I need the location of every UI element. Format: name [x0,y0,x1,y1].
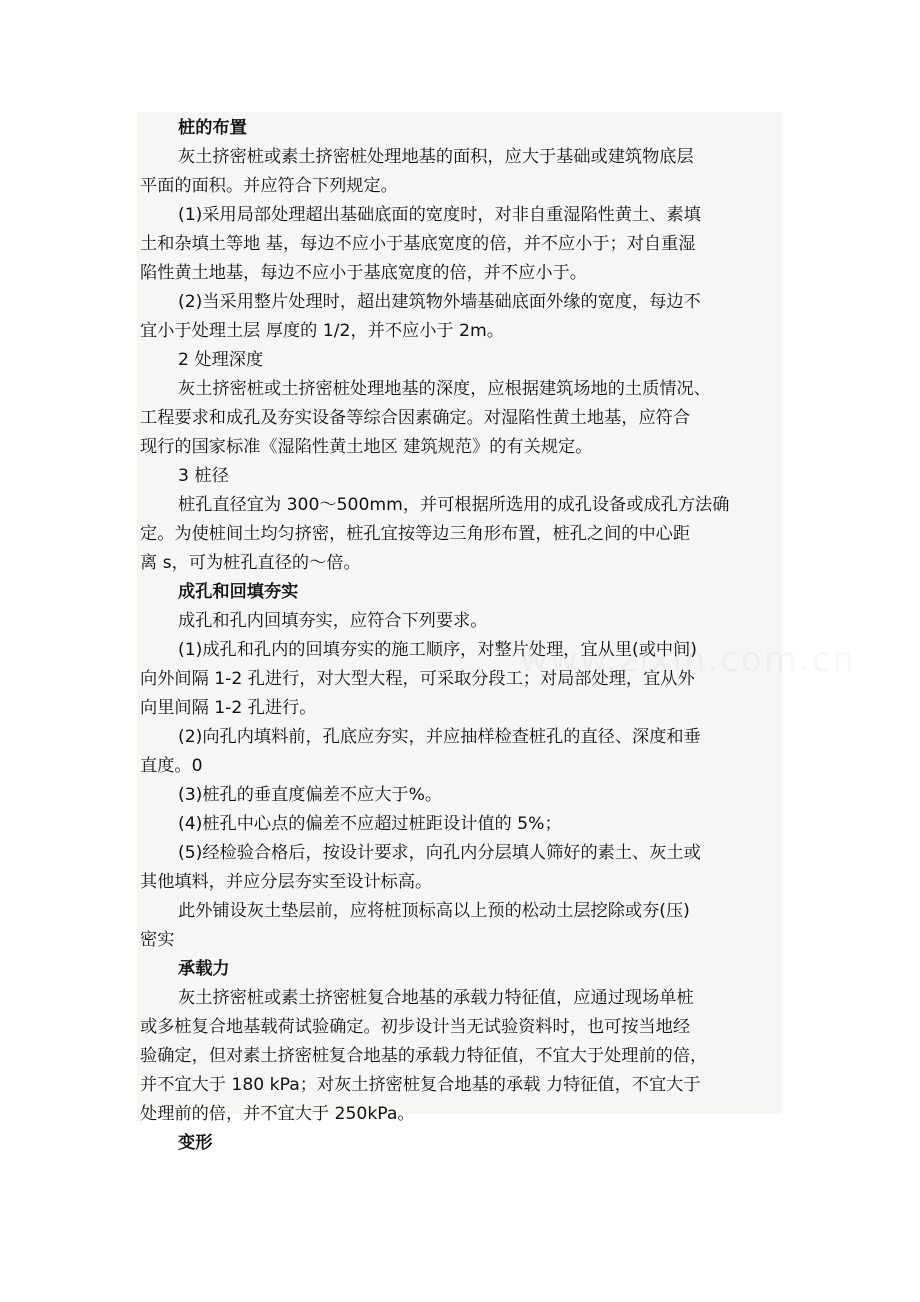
text-line: 离 s，可为桩孔直径的～倍。 [140,553,361,573]
text-line: 向外间隔 1-2 孔进行，对大型大程，可采取分段工；对局部处理，宜从外 [140,669,695,689]
text-line: (3)桩孔的垂直度偏差不应大于%。 [178,785,443,805]
text-line: 平面的面积。并应符合下列规定。 [140,176,398,196]
text-line: 并不宜大于 180 kPa；对灰土挤密桩复合地基的承载 力特征值，不宜大于 [140,1075,701,1095]
section-heading: 承载力 [178,959,230,979]
text-line: 3 桩径 [178,466,229,486]
text-line: 宜小于处理土层 厚度的 1/2，并不应小于 2m。 [140,321,504,341]
section-heading: 成孔和回填夯实 [178,582,299,602]
text-line: 密实 [140,930,175,950]
text-line: 直度。0 [140,756,203,776]
text-line: (2)向孔内填料前，孔底应夯实，并应抽样检查桩孔的直径、深度和垂 [178,727,701,747]
text-line: 工程要求和成孔及夯实设备等综合因素确定。对湿陷性黄土地基，应符合 [140,408,691,428]
section-heading: 桩的布置 [178,118,247,138]
text-line: 灰土挤密桩或素土挤密桩处理地基的面积，应大于基础或建筑物底层 [178,147,694,167]
text-line: 陷性黄土地基，每边不应小于基底宽度的倍，并不应小于。 [140,263,587,283]
text-line: 验确定，但对素土挤密桩复合地基的承载力特征值，不宜大于处理前的倍， [140,1046,708,1066]
text-line: 2 处理深度 [178,350,264,370]
text-line: 桩孔直径宜为 300～500mm，并可根据所选用的成孔设备或成孔方法确 [178,495,730,515]
text-line: (1)采用局部处理超出基础底面的宽度时，对非自重湿陷性黄土、素填 [178,205,701,225]
text-line: (5)经检验合格后，按设计要求，向孔内分层填人筛好的素土、灰土或 [178,843,701,863]
text-line: 灰土挤密桩或素土挤密桩复合地基的承载力特征值，应通过现场单桩 [178,988,694,1008]
text-line: 土和杂填土等地 基，每边不应小于基底宽度的倍，并不应小于；对自重湿 [140,234,696,254]
text-line: (2)当采用整片处理时，超出建筑物外墙基础底面外缘的宽度，每边不 [178,292,701,312]
text-line: 其他填料，并应分层夯实至设计标高。 [140,872,433,892]
text-line: 处理前的倍，并不宜大于 250kPa。 [140,1104,415,1124]
section-heading: 变形 [178,1133,213,1153]
text-line: 现行的国家标准《湿陷性黄土地区 建筑规范》的有关规定。 [140,437,593,457]
text-line: 定。为使桩间土均匀挤密，桩孔宜按等边三角形布置，桩孔之间的中心距 [140,524,691,544]
text-line: 此外铺设灰土垫层前，应将桩顶标高以上预的松动土层挖除或夯(压) [178,901,690,921]
text-line: 向里间隔 1-2 孔进行。 [140,698,317,718]
text-line: (4)桩孔中心点的偏差不应超过桩距设计值的 5%； [178,814,562,834]
text-line: 成孔和孔内回填夯实，应符合下列要求。 [178,611,488,631]
text-line: 或多桩复合地基载荷试验确定。初步设计当无试验资料时，也可按当地经 [140,1017,691,1037]
text-line: (1)成孔和孔内的回填夯实的施工顺序，对整片处理，宜从里(或中间) [178,640,698,660]
document-body [140,114,782,1158]
text-line: 灰土挤密桩或土挤密桩处理地基的深度，应根据建筑场地的土质情况、 [178,379,711,399]
